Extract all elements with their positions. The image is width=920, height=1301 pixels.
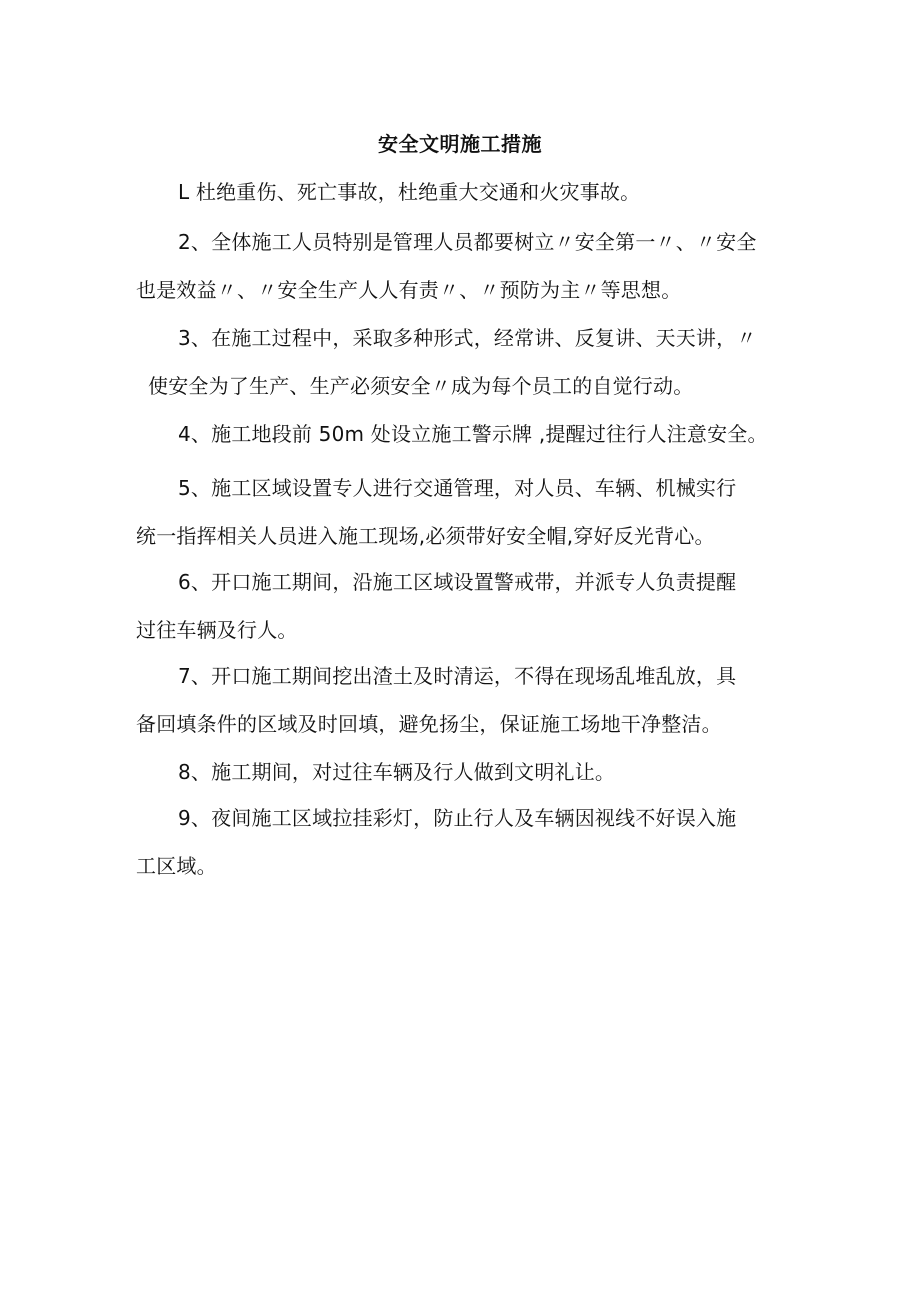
item-3-line-1: 3、在施工过程中，采取多种形式，经常讲、反复讲、天天讲，〃 <box>178 326 757 350</box>
item-8-line-1: 8、施工期间，对过往车辆及行人做到文明礼让。 <box>178 760 616 784</box>
item-9-line-2: 工区域。 <box>136 854 217 878</box>
item-6-line-2: 过往车辆及行人。 <box>136 618 298 642</box>
item-5-line-2: 统一指挥相关人员进入施工现场,必须带好安全帽,穿好反光背心。 <box>136 524 715 548</box>
item-5-line-1: 5、施工区域设置专人进行交通管理，对人员、车辆、机械实行 <box>178 476 737 500</box>
item-7-line-2: 备回填条件的区域及时回填，避免扬尘，保证施工场地干净整洁。 <box>136 712 722 736</box>
item-2-line-1: 2、全体施工人员特别是管理人员都要树立〃安全第一〃、〃安全 <box>178 230 757 254</box>
item-4-line-1: 4、施工地段前 50m 处设立施工警示牌 ,提醒过往行人注意安全。 <box>178 422 768 446</box>
item-1-line-1: L 杜绝重伤、死亡事故，杜绝重大交通和火灾事故。 <box>178 180 641 204</box>
document-title: 安全文明施工措施 <box>378 132 542 156</box>
item-2-line-2: 也是效益〃、〃安全生产人人有责〃、〃预防为主〃等思想。 <box>136 278 682 302</box>
item-7-line-1: 7、开口施工期间挖出渣土及时清运，不得在现场乱堆乱放，具 <box>178 664 737 688</box>
item-9-line-1: 9、夜间施工区域拉挂彩灯，防止行人及车辆因视线不好误入施 <box>178 806 737 830</box>
item-6-line-1: 6、开口施工期间，沿施工区域设置警戒带，并派专人负责提醒 <box>178 570 737 594</box>
item-3-line-2: 使安全为了生产、生产必须安全〃成为每个员工的自觉行动。 <box>148 374 694 398</box>
